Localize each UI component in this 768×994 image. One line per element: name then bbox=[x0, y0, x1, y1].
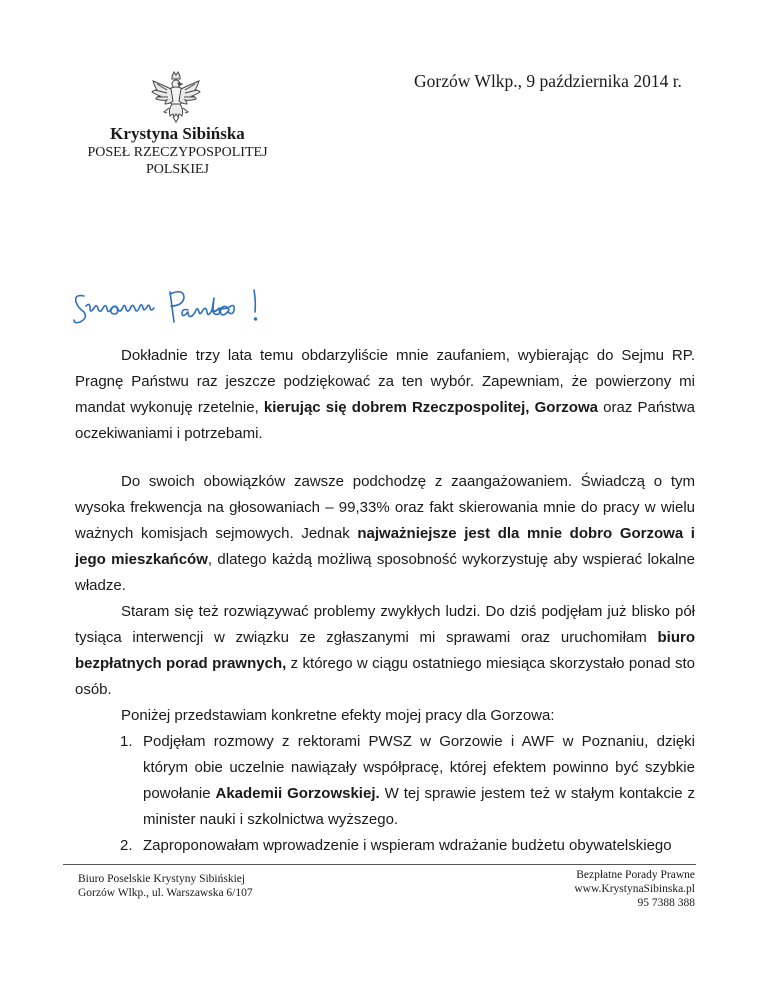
paragraph-3: Staram się też rozwiązywać problemy zwykłych ludzi. Do dziś podjęłam już blisko pół tysiąca interwencji w związku ze zgłaszanymi mi sprawami oraz uruchomiłam biuro bezpłatnych porad prawnych, z którego w ciągu ostatniego miesiąca skorzystało ponad sto osób. bbox=[75, 603, 695, 698]
emphasis-text: najważniejsze jest dla mnie dobro Gorzowa i jego mieszkańców bbox=[75, 525, 695, 568]
sender-name: Krystyna Sibińska bbox=[110, 124, 245, 143]
website-link[interactable]: www.KrystynaSibinska.pl bbox=[574, 883, 695, 895]
paragraph-1: Dokładnie trzy lata temu obdarzyliście mnie zaufaniem, wybierając do Sejmu RP. Pragnę Państwu raz jeszcze podziękować za ten wybór. Zapewniam, że powierzony mi mandat wykonuję rzetelnie, kierując się dobrem Rzeczpospolitej, Gorzowa oraz Państwa oczekiwaniami i potrzebami. bbox=[75, 347, 696, 442]
emphasis-text: kierując się dobrem Rzeczpospolitej, Gorzowa bbox=[263, 399, 598, 416]
footer-legal-advice: Bezpłatne Porady Prawne www.KrystynaSibinska.pl 95 7388 388 bbox=[574, 869, 695, 909]
footer-divider bbox=[63, 864, 696, 865]
list-item: 1. Podjęłam rozmowy z rektorami PWSZ w Gorzowie i AWF w Poznaniu, dzięki którym obie uczelnie nawiązały współpracę, której efektem powinno być szybkie powołanie Akademii Gorzowskiej. W tej sprawie jestem też w stałym kontakcie z minister nauki i szkolnictwa wyższego. bbox=[120, 733, 696, 828]
sender-title-line1: POSEŁ RZECZYPOSPOLITEJ bbox=[87, 145, 268, 160]
footer-office-address: Biuro Poselskie Krystyny Sibińskiej Gorzów Wlkp., ul. Warszawska 6/107 bbox=[78, 873, 253, 899]
achievements-list bbox=[75, 729, 695, 859]
letter-body bbox=[75, 343, 695, 859]
phone-number: 95 7388 388 bbox=[637, 897, 695, 909]
sender-title-line2: POLSKIEJ bbox=[145, 162, 209, 177]
date-line: Gorzów Wlkp., 9 października 2014 r. bbox=[414, 71, 682, 91]
emphasis-text: biuro bezpłatnych porad prawnych, bbox=[75, 629, 695, 672]
handwritten-salutation bbox=[70, 282, 320, 332]
sender-block bbox=[60, 124, 295, 178]
paragraph-2: Do swoich obowiązków zawsze podchodzę z zaangażowaniem. Świadczą o tym wysoka frekwencja na głosowaniach – 99,33% oraz fakt skierowania mnie do pracy w wielu ważnych komisjach sejmowych. Jednak najważniejsze jest dla mnie dobro Gorzowa i jego mieszkańców, dlatego każdą możliwą sposobność wykorzystuję aby wspierać lokalne władze. bbox=[75, 473, 695, 594]
polish-eagle-emblem-icon bbox=[149, 70, 203, 124]
list-item: 2. Zaproponowałam wprowadzenie i wspieram wdrażanie budżetu obywatelskiego bbox=[120, 837, 672, 854]
paragraph-4: Poniżej przedstawiam konkretne efekty mojej pracy dla Gorzowa: bbox=[121, 707, 555, 724]
salutation-text: Szanowni Państwo! bbox=[70, 282, 79, 283]
